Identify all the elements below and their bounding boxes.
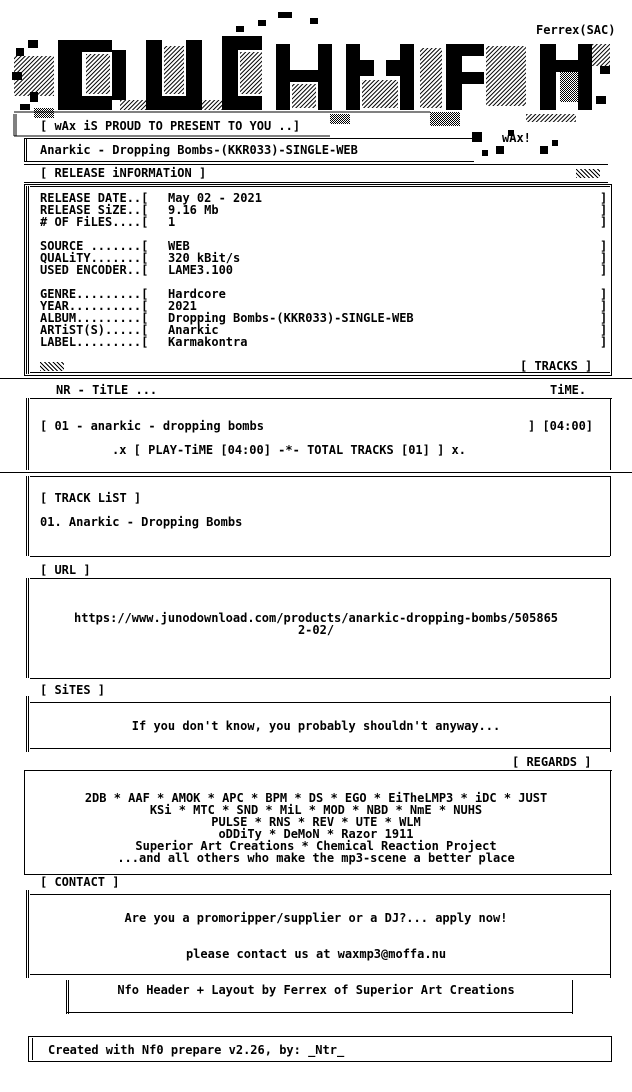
contact-apply-line: Are you a promoripper/supplier or a DJ?... apply now! (124, 911, 508, 925)
release-info-label: LABEL.........[ (40, 335, 149, 349)
release-info-close-bracket: ] (600, 287, 608, 301)
release-info-close-bracket: ] (600, 335, 608, 349)
release-info-close-bracket: ] (600, 323, 608, 337)
release-info-value: Karmakontra (168, 335, 248, 349)
release-info-value: WEB (168, 239, 190, 253)
tracks-summary: .x [ PLAY-TiME [04:00] -*- TOTAL TRACKS [01] ] x. (112, 443, 467, 457)
regards-line: Superior Art Creations * Chemical Reaction Project (135, 839, 497, 853)
tracks-col-time: TiME. (550, 383, 587, 397)
release-info-value: Dropping Bombs-(KKR033)-SINGLE-WEB (168, 311, 414, 325)
release-info-close-bracket: ] (600, 191, 608, 205)
release-info-value: Hardcore (168, 287, 226, 301)
regards-line: PULSE * RNS * REV * UTE * WLM (211, 815, 421, 829)
track-list-item: 01. Anarkic - Dropping Bombs (40, 515, 243, 529)
sites-heading: [ SiTES ] (40, 683, 106, 697)
tracks-heading: [ TRACKS ] (520, 359, 593, 373)
release-info-value: 9.16 Mb (168, 203, 219, 217)
track-time: ] [04:00] (528, 419, 594, 433)
release-info-label: RELEASE DATE..[ (40, 191, 149, 205)
release-info-value: 320 kBit/s (168, 251, 241, 265)
sites-text: If you don't know, you probably shouldn't anyway... (131, 719, 501, 733)
regards-line: KSi * MTC * SND * MiL * MOD * NBD * NmE * NUHS (149, 803, 483, 817)
track-line: [ 01 - anarkic - dropping bombs (40, 419, 264, 433)
release-info-value: LAME3.100 (168, 263, 234, 277)
contact-email-line[interactable]: please contact us at waxmp3@moffa.nu (185, 947, 447, 961)
release-info-value: 2021 (168, 299, 197, 313)
hatch-decoration (576, 169, 600, 178)
release-title: Anarkic - Dropping Bombs-(KKR033)-SINGLE-WEB (40, 143, 358, 157)
release-info-label: SOURCE .......[ (40, 239, 149, 253)
release-info-heading: [ RELEASE iNFORMATiON ] (40, 166, 207, 180)
release-info-label: RELEASE SiZE..[ (40, 203, 149, 217)
url-link-continued[interactable]: 2-02/ (297, 623, 335, 637)
logo-tag: wAx! (502, 131, 531, 145)
release-info-label: # OF FiLES....[ (40, 215, 149, 229)
url-heading: [ URL ] (40, 563, 91, 577)
release-info-label: GENRE.........[ (40, 287, 149, 301)
author-tag: Ferrex(SAC) (536, 23, 616, 37)
release-info-label: QUALiTY.......[ (40, 251, 149, 265)
regards-line: 2DB * AAF * AMOK * APC * BPM * DS * EGO * EiTheLMP3 * iDC * JUST (84, 791, 548, 805)
created-with: Created with Nf0 prepare v2.26, by: _Ntr_ (48, 1043, 345, 1057)
contact-heading: [ CONTACT ] (40, 875, 120, 889)
regards-heading: [ REGARDS ] (512, 755, 592, 769)
release-info-close-bracket: ] (600, 299, 608, 313)
tracks-col-nr-title: NR - TiTLE ... (56, 383, 158, 397)
release-info-close-bracket: ] (600, 251, 608, 265)
present-line: [ wAx iS PROUD TO PRESENT TO YOU ..] (40, 119, 301, 133)
release-info-value: 1 (168, 215, 176, 229)
url-link[interactable]: https://www.junodownload.com/products/anarkic-dropping-bombs/505865 (73, 611, 559, 625)
track-list-heading: [ TRACK LiST ] (40, 491, 142, 505)
footer-credit: Nfo Header + Layout by Ferrex of Superior Art Creations (117, 983, 515, 997)
release-info-close-bracket: ] (600, 311, 608, 325)
release-info-close-bracket: ] (600, 263, 608, 277)
release-info-close-bracket: ] (600, 239, 608, 253)
hatch-decoration (40, 362, 64, 371)
regards-line: ...and all others who make the mp3-scene a better place (117, 851, 515, 865)
release-info-label: ALBUM.........[ (40, 311, 149, 325)
release-info-label: YEAR..........[ (40, 299, 149, 313)
release-info-value: Anarkic (168, 323, 219, 337)
release-info-label: ARTiST(S).....[ (40, 323, 149, 337)
release-info-label: USED ENCODER..[ (40, 263, 149, 277)
release-info-close-bracket: ] (600, 203, 608, 217)
regards-line: oDDiTy * DeMoN * Razor 1911 (218, 827, 414, 841)
release-info-value: May 02 - 2021 (168, 191, 262, 205)
release-info-close-bracket: ] (600, 215, 608, 229)
